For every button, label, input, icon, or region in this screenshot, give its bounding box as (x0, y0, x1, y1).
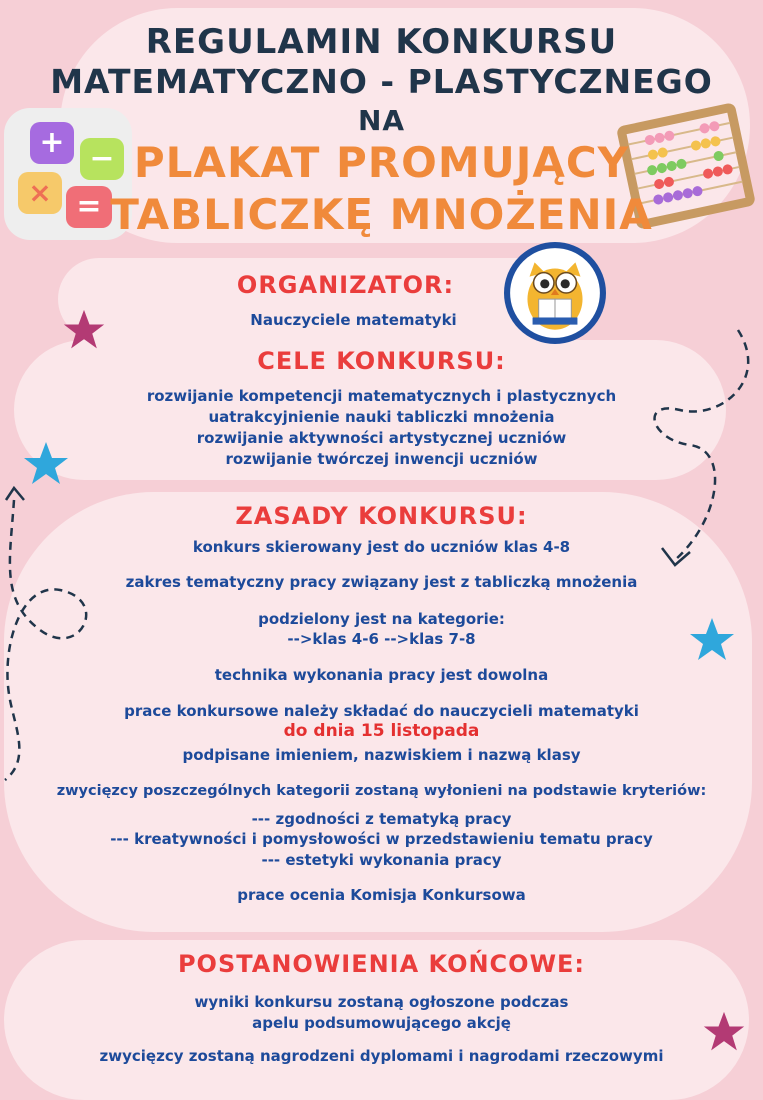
goals-item: rozwijanie kompetencji matematycznych i plastycznych (146, 387, 617, 405)
rules-categories-intro: podzielony jest na kategorie: (258, 610, 505, 628)
goals-item: rozwijanie twórczej inwencji uczniów (225, 450, 538, 468)
final-results-2: apelu podsumowującego akcję (252, 1014, 511, 1032)
title-line-3: NA (357, 104, 406, 137)
rules-submit: prace konkursowe należy składać do nauczycieli matematyki (124, 702, 639, 720)
goals-item: rozwijanie aktywności artystycznej uczniów (196, 429, 567, 447)
rules-criterion: --- zgodności z tematyką pracy (251, 810, 512, 828)
goals-heading: CELE KONKURSU: (257, 347, 506, 375)
goals-item: uatrakcyjnienie nauki tabliczki mnożenia (208, 408, 555, 426)
times-key: × (18, 172, 62, 214)
plus-key: + (30, 122, 74, 164)
rules-deadline: do dnia 15 listopada (283, 721, 480, 741)
title-line-4: PLAKAT PROMUJĄCY (133, 138, 630, 187)
rules-criterion: --- estetyki wykonania pracy (261, 851, 502, 869)
final-heading: POSTANOWIENIA KOŃCOWE: (177, 950, 586, 978)
rules-audience: konkurs skierowany jest do uczniów klas 4-8 (192, 538, 571, 556)
title-line-1: REGULAMIN KONKURSU (145, 22, 618, 62)
rules-criterion: --- kreatywności i pomysłowości w przedstawieniu tematu pracy (110, 830, 653, 848)
rules-topic: zakres tematyczny pracy związany jest z tabliczką mnożenia (125, 573, 638, 591)
minus-key: − (80, 138, 124, 180)
rules-technique: technika wykonania pracy jest dowolna (214, 666, 549, 684)
rules-jury: prace ocenia Komisja Konkursowa (237, 886, 526, 904)
title-line-5: TABLICZKĘ MNOŻENIA (110, 190, 653, 239)
rules-winners-intro: zwycięzcy poszczególnych kategorii zostaną wyłonieni na podstawie kryteriów: (56, 783, 707, 799)
rules-heading: ZASADY KONKURSU: (235, 502, 528, 530)
equals-key: = (66, 186, 112, 228)
organizer-text: Nauczyciele matematyki (250, 311, 457, 329)
final-prizes: zwycięzcy zostaną nagrodzeni dyplomami i nagrodami rzeczowymi (99, 1047, 664, 1065)
organizer-heading: ORGANIZATOR: (236, 271, 455, 299)
rules-categories: -->klas 4-6 -->klas 7-8 (287, 630, 476, 648)
final-results-1: wyniki konkursu zostaną ogłoszone podczas (194, 993, 569, 1011)
rules-signed: podpisane imieniem, nazwiskiem i nazwą klasy (182, 746, 581, 764)
title-line-2: MATEMATYCZNO - PLASTYCZNEGO (50, 62, 713, 101)
